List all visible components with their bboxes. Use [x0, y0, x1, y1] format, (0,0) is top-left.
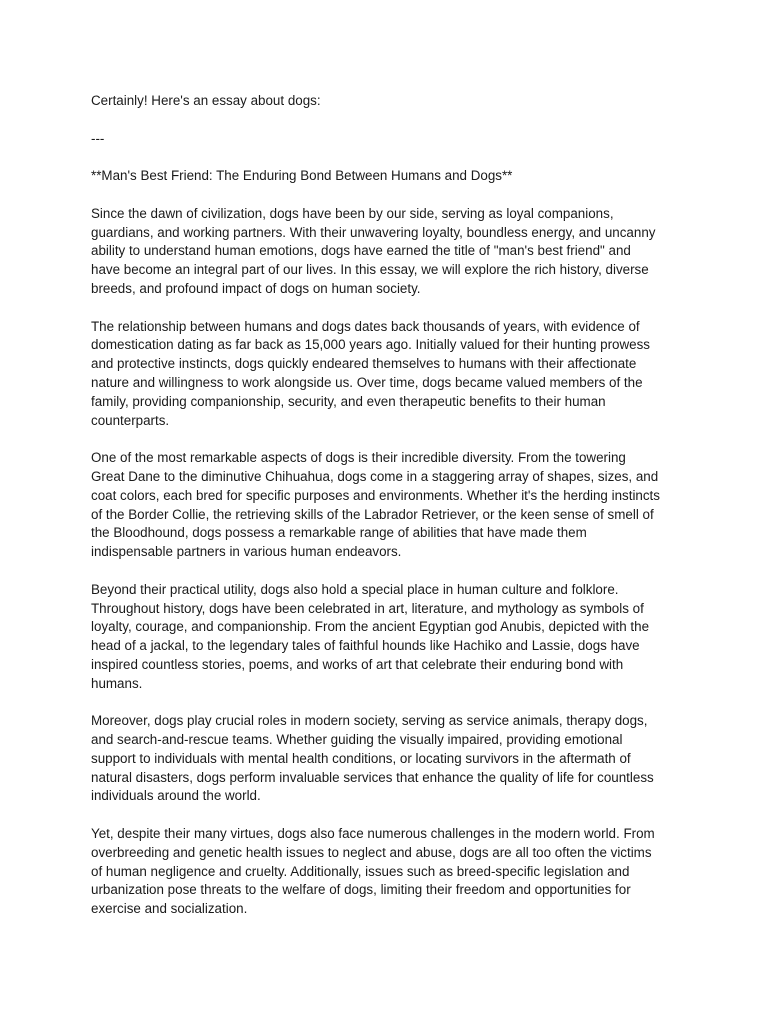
text-line: domestication dating as far back as 15,000 years ago. Initially valued for their hunting prowess: [91, 337, 651, 353]
text-line: One of the most remarkable aspects of dogs is their incredible diversity. From the towering: [91, 450, 626, 466]
essay-title: **Man's Best Friend: The Enduring Bond Between Humans and Dogs**: [91, 168, 513, 184]
text-line: have become an integral part of our lives. In this essay, we will explore the rich history, diverse: [91, 262, 649, 278]
paragraph-3: [91, 449, 708, 562]
text-line: head of a jackal, to the legendary tales of faithful hounds like Hachiko and Lassie, dogs have: [91, 638, 640, 654]
paragraph-2: [91, 318, 708, 431]
text-line: individuals around the world.: [91, 788, 261, 804]
text-line: overbreeding and genetic health issues to neglect and abuse, dogs are all too often the victims: [91, 844, 652, 860]
text-line: nature and willingness to work alongside us. Over time, dogs became valued members of the: [91, 374, 643, 390]
text-line: counterparts.: [91, 412, 170, 428]
text-line: inspired countless stories, poems, and works of art that celebrate their enduring bond with: [91, 656, 624, 672]
paragraph-4: [91, 581, 708, 694]
text-line: humans.: [91, 675, 143, 691]
paragraph-1: [91, 205, 708, 299]
text-line: and search-and-rescue teams. Whether guiding the visually impaired, providing emotional: [91, 732, 623, 748]
text-line: the Bloodhound, dogs possess a remarkable range of abilities that have made them: [91, 525, 587, 541]
text-line: Yet, despite their many virtues, dogs also face numerous challenges in the modern world. From: [91, 826, 655, 842]
text-line: Throughout history, dogs have been celebrated in art, literature, and mythology as symbols of: [91, 600, 644, 616]
text-line: Great Dane to the diminutive Chihuahua, dogs come in a staggering array of shapes, sizes, and: [91, 468, 659, 484]
text-line: of the Border Collie, the retrieving skills of the Labrador Retriever, or the keen sense of smell of: [91, 506, 654, 522]
paragraph-6: [91, 825, 708, 919]
text-line: indispensable partners in various human endeavors.: [91, 544, 402, 560]
intro-line: Certainly! Here's an essay about dogs:: [91, 93, 321, 108]
text-line: breeds, and profound impact of dogs on human society.: [91, 280, 421, 296]
text-line: urbanization pose threats to the welfare of dogs, limiting their freedom and opportunities for: [91, 882, 631, 898]
text-line: support to individuals with mental health conditions, or locating survivors in the aftermath of: [91, 750, 631, 766]
text-line: Moreover, dogs play crucial roles in modern society, serving as service animals, therapy dogs,: [91, 713, 648, 729]
text-line: Beyond their practical utility, dogs also hold a special place in human culture and folklore.: [91, 581, 619, 597]
text-line: and protective instincts, dogs quickly endeared themselves to humans with their affectionate: [91, 356, 637, 372]
text-line: coat colors, each bred for specific purposes and environments. Whether it's the herding instincts: [91, 487, 660, 503]
text-line: Since the dawn of civilization, dogs have been by our side, serving as loyal companions,: [91, 205, 614, 221]
paragraph-5: [91, 712, 708, 806]
text-line: loyalty, courage, and companionship. From the ancient Egyptian god Anubis, depicted with the: [91, 619, 650, 635]
text-line: family, providing companionship, security, and even therapeutic benefits to their human: [91, 393, 606, 409]
text-line: guardians, and working partners. With their unwavering loyalty, boundless energy, and uncanny: [91, 224, 656, 240]
text-line: exercise and socialization.: [91, 901, 248, 917]
separator-line: ---: [91, 130, 105, 146]
text-line: natural disasters, dogs perform invaluable services that enhance the quality of life for countless: [91, 769, 654, 785]
text-line: The relationship between humans and dogs dates back thousands of years, with evidence of: [91, 318, 640, 334]
text-line: ability to understand human emotions, dogs have earned the title of "man's best friend" and: [91, 243, 631, 259]
text-line: of human negligence and cruelty. Additionally, issues such as breed-specific legislation and: [91, 863, 630, 879]
